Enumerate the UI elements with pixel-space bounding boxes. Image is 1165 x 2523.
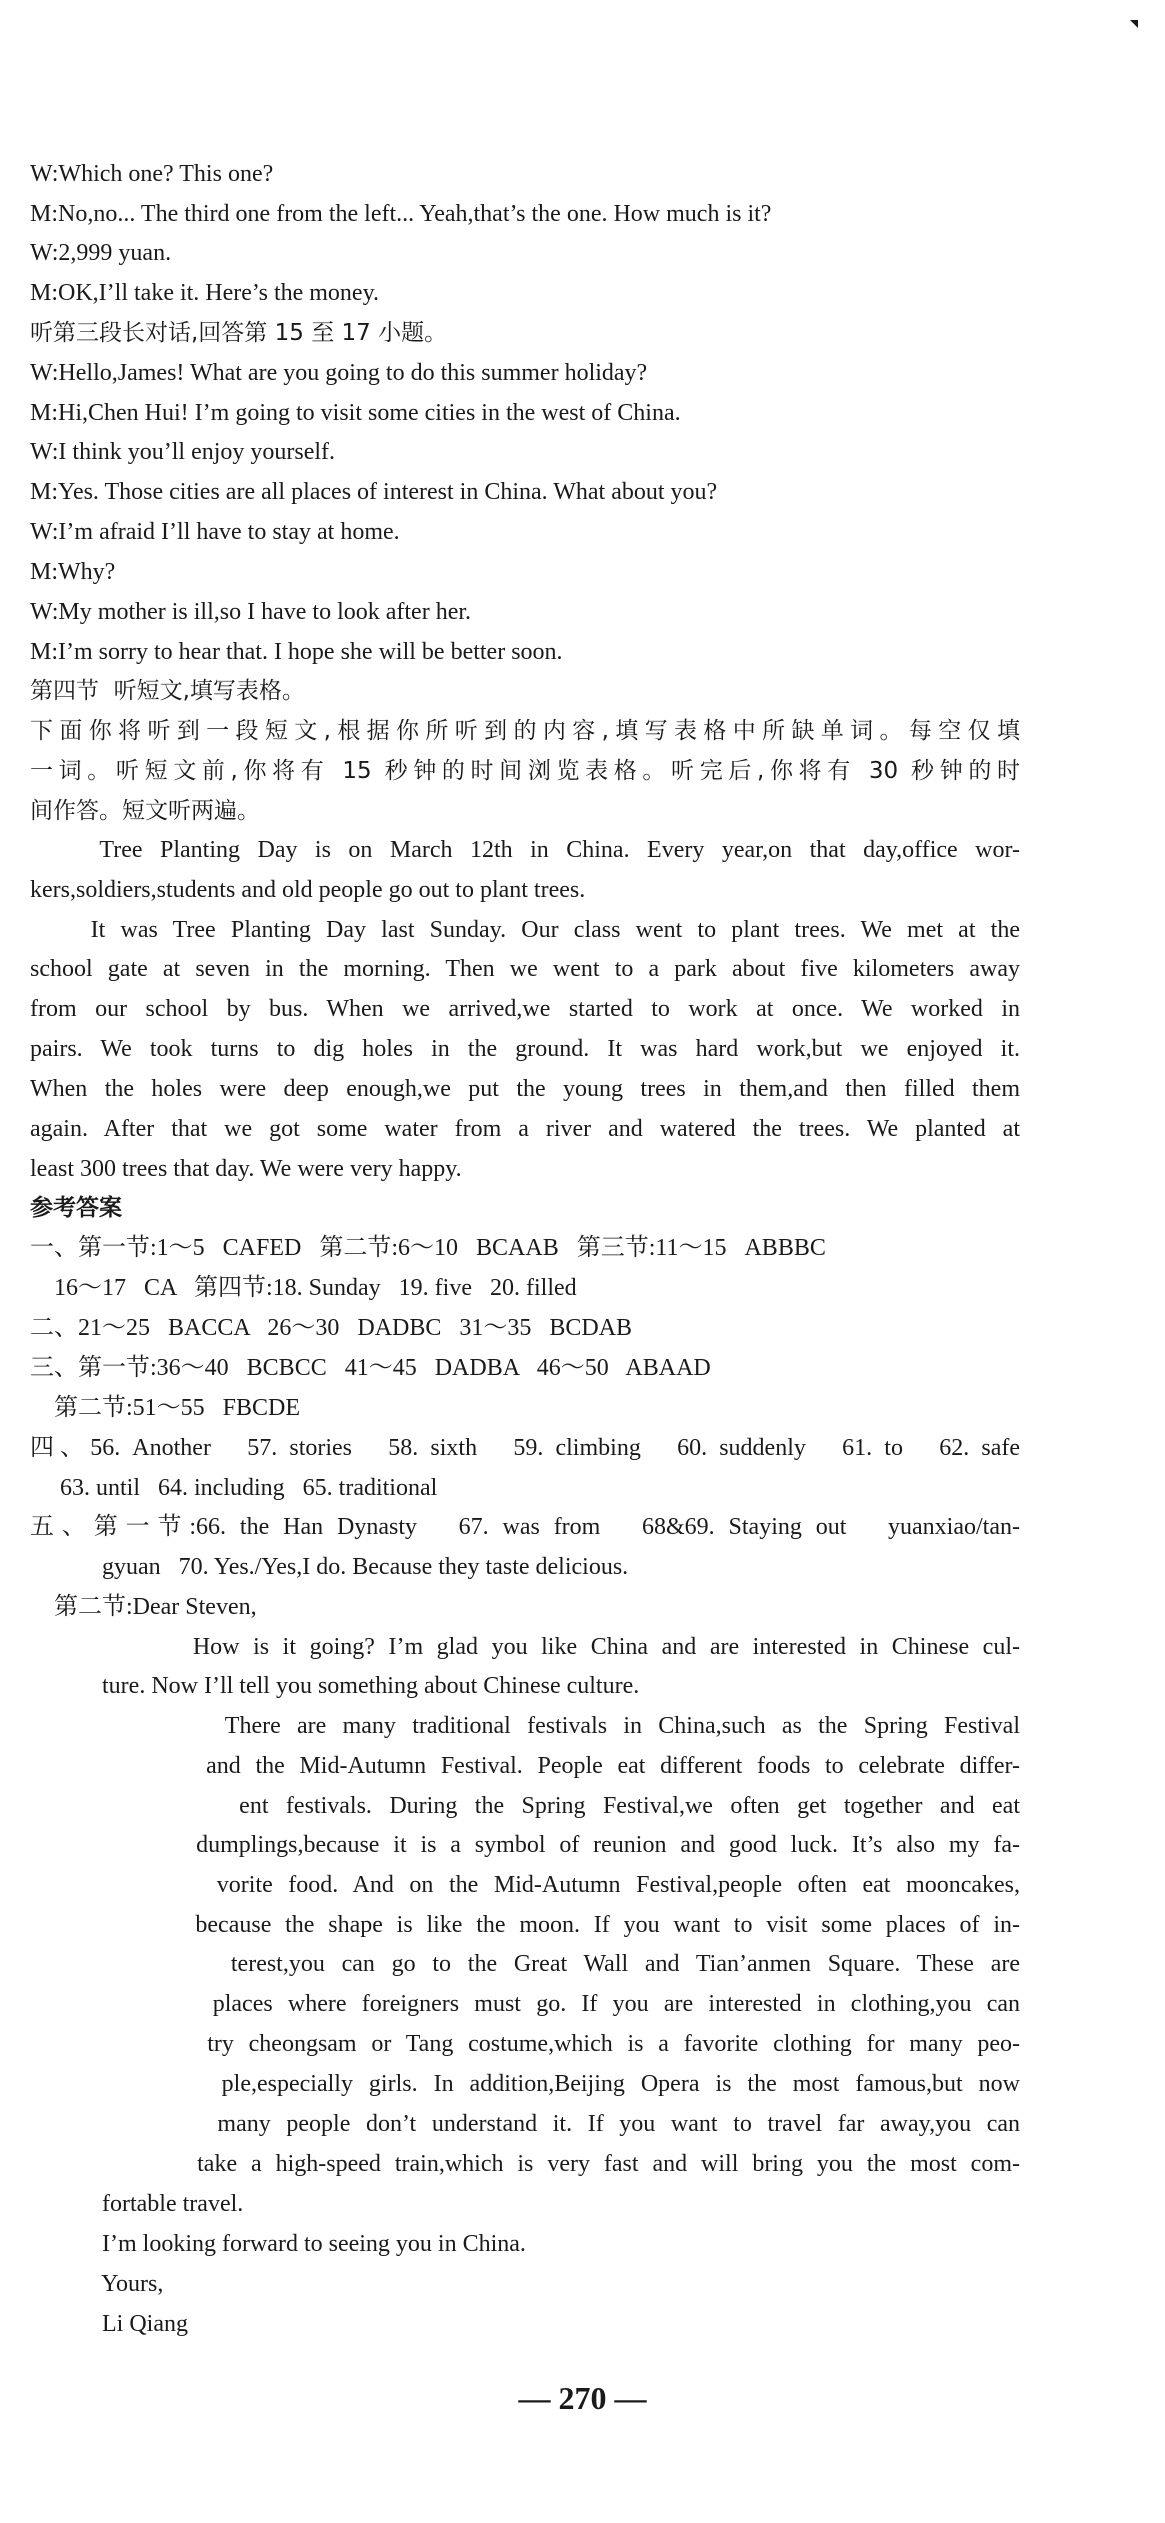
text-line: W:Hello,James! What are you going to do this summer holiday? — [30, 360, 648, 386]
text-line: try cheongsam or Tang costume,which is a favorite clothing for many peo- — [30, 2031, 1020, 2057]
text-line: There are many traditional festivals in China,such as the Spring Festival — [30, 1713, 1020, 1739]
text-line: M:Yes. Those cities are all places of interest in China. What about you? — [30, 479, 718, 505]
text-line: because the shape is like the moon. If you want to visit some places of in- — [30, 1912, 1020, 1938]
text-line: school gate at seven in the morning. Then we went to a park about five kilometers away — [30, 956, 1020, 982]
text-line: Yours, — [30, 2271, 164, 2297]
text-line: least 300 trees that day. We were very happy. — [30, 1156, 462, 1182]
text-line: vorite food. And on the Mid-Autumn Festival,people often eat mooncakes, — [30, 1872, 1020, 1898]
answer-heading: 参考答案 — [30, 1195, 122, 1221]
text-line: gyuan 70. Yes./Yes,I do. Because they taste delicious. — [30, 1554, 629, 1580]
text-line: many people don’t understand it. If you want to travel far away,you can — [30, 2111, 1020, 2137]
text-line: 一、第一节:1～5 CAFED 第二节:6～10 BCAAB 第三节:11～15 ABBBC — [30, 1235, 826, 1261]
text-line: I’m looking forward to seeing you in China. — [30, 2231, 526, 2257]
text-line: dumplings,because it is a symbol of reunion and good luck. It’s also my fa- — [30, 1832, 1020, 1858]
text-line: Li Qiang — [30, 2311, 188, 2337]
text-line: 四、56. Another 57. stories 58. sixth 59. climbing 60. suddenly 61. to 62. safe — [30, 1435, 1020, 1461]
text-line: 第二节:Dear Steven, — [30, 1594, 257, 1620]
text-line: 听第三段长对话,回答第 15 至 17 小题。 — [30, 320, 448, 346]
text-line: 第四节 听短文,填写表格。 — [30, 678, 305, 704]
text-line: pairs. We took turns to dig holes in the ground. It was hard work,but we enjoyed it. — [30, 1036, 1020, 1062]
text-line: W:My mother is ill,so I have to look after her. — [30, 599, 472, 625]
text-line: M:No,no... The third one from the left... Yeah,that’s the one. How much is it? — [30, 201, 772, 227]
text-line: again. After that we got some water from a river and watered the trees. We planted at — [30, 1116, 1020, 1142]
text-line: It was Tree Planting Day last Sunday. Our class went to plant trees. We met at the — [30, 917, 1020, 943]
text-line: W:I’m afraid I’ll have to stay at home. — [30, 519, 400, 545]
text-line: 一词。听短文前,你将有 15 秒钟的时间浏览表格。听完后,你将有 30 秒钟的时 — [30, 758, 1020, 784]
text-line: 三、第一节:36～40 BCBCC 41～45 DADBA 46～50 ABAAD — [30, 1355, 711, 1381]
text-line: kers,soldiers,students and old people go out to plant trees. — [30, 877, 586, 903]
text-line: W:2,999 yuan. — [30, 240, 172, 266]
text-line: from our school by bus. When we arrived,we started to work at once. We worked in — [30, 996, 1020, 1022]
text-line: 下面你将听到一段短文,根据你所听到的内容,填写表格中所缺单词。每空仅填 — [30, 718, 1020, 744]
text-line: and the Mid-Autumn Festival. People eat different foods to celebrate differ- — [30, 1753, 1020, 1779]
text-line: 16～17 CA 第四节:18. Sunday 19. five 20. filled — [30, 1275, 577, 1301]
text-line: M:Why? — [30, 559, 116, 585]
text-line: W:I think you’ll enjoy yourself. — [30, 439, 336, 465]
text-line: terest,you can go to the Great Wall and Tian’anmen Square. These are — [30, 1951, 1020, 1977]
text-line: ple,especially girls. In addition,Beijing Opera is the most famous,but now — [30, 2071, 1020, 2097]
text-line: M:Hi,Chen Hui! I’m going to visit some cities in the west of China. — [30, 400, 681, 426]
text-line: ture. Now I’ll tell you something about Chinese culture. — [30, 1673, 640, 1699]
text-line: 63. until 64. including 65. traditional — [30, 1475, 438, 1501]
text-line: When the holes were deep enough,we put the young trees in them,and then filled them — [30, 1076, 1020, 1102]
text-line: ent festivals. During the Spring Festival,we often get together and eat — [30, 1793, 1020, 1819]
text-line: 五、第一节:66. the Han Dynasty 67. was from 68&69. Staying out yuanxiao/tan- — [30, 1514, 1020, 1540]
text-line: W:Which one? This one? — [30, 161, 274, 187]
text-line: take a high-speed train,which is very fast and will bring you the most com- — [30, 2151, 1020, 2177]
text-line: Tree Planting Day is on March 12th in China. Every year,on that day,office wor- — [30, 837, 1020, 863]
text-line: M:OK,I’ll take it. Here’s the money. — [30, 280, 380, 306]
text-line: 间作答。短文听两遍。 — [30, 798, 260, 824]
text-line: M:I’m sorry to hear that. I hope she will be better soon. — [30, 639, 563, 665]
text-line: places where foreigners must go. If you are interested in clothing,you can — [30, 1991, 1020, 2017]
corner-mark — [1130, 20, 1138, 28]
text-line: How is it going? I’m glad you like China and are interested in Chinese cul- — [30, 1634, 1020, 1660]
text-line: fortable travel. — [30, 2191, 244, 2217]
text-line: 二、21～25 BACCA 26～30 DADBC 31～35 BCDAB — [30, 1315, 633, 1341]
text-line: 第二节:51～55 FBCDE — [30, 1395, 301, 1421]
page-number: — 270 — — [518, 2380, 647, 2416]
